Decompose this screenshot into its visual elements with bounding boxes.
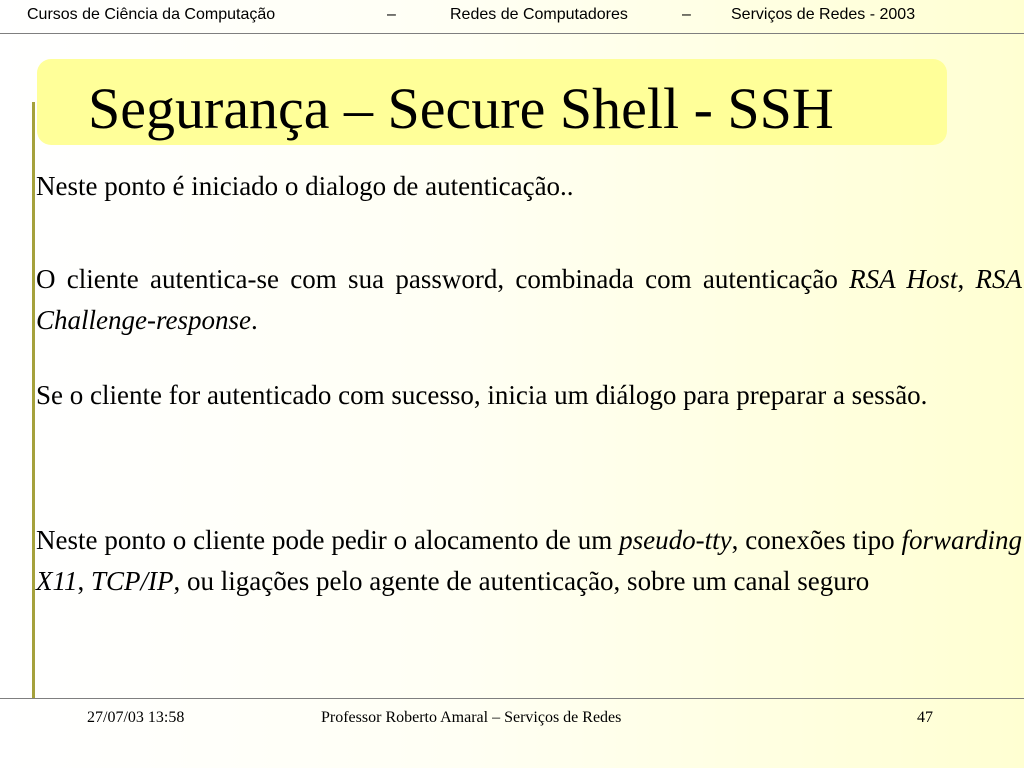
header-subject: Redes de Computadores bbox=[450, 6, 628, 23]
header-divider bbox=[0, 33, 1024, 34]
paragraph-text: , ou ligações pelo agente de autenticação, sobre um canal seguro bbox=[173, 566, 870, 596]
body-paragraph bbox=[36, 259, 1022, 341]
body-paragraph bbox=[36, 375, 1022, 416]
italic-term: TCP/IP bbox=[91, 566, 174, 596]
italic-term: RSA Challenge-response bbox=[36, 264, 1022, 335]
paragraph-text: O cliente autentica-se com sua password, combinada com autenticação bbox=[36, 264, 850, 294]
header-topic: Serviços de Redes - 2003 bbox=[731, 6, 916, 23]
footer-author: Professor Roberto Amaral – Serviços de Redes bbox=[321, 709, 622, 726]
paragraph-text: Se o cliente for autenticado com sucesso, inicia um diálogo para preparar a sessão. bbox=[36, 380, 928, 410]
paragraph-text: Neste ponto é iniciado o dialogo de autenticação.. bbox=[36, 171, 574, 201]
header-separator: – bbox=[387, 6, 396, 23]
body-paragraph bbox=[36, 166, 1022, 207]
header-course: Cursos de Ciência da Computação bbox=[27, 6, 276, 23]
left-accent-rule bbox=[32, 102, 35, 698]
header-separator: – bbox=[682, 6, 691, 23]
paragraph-text: , conexões tipo bbox=[731, 525, 902, 555]
paragraph-text: . bbox=[250, 305, 258, 335]
paragraph-text: Neste ponto o cliente pode pedir o alocamento de um bbox=[36, 525, 620, 555]
slide-title: Segurança – Secure Shell - SSH bbox=[88, 76, 834, 141]
footer-divider bbox=[0, 698, 1024, 699]
slide-header bbox=[0, 0, 1024, 32]
italic-term: RSA Host bbox=[849, 264, 958, 294]
body-paragraph bbox=[36, 520, 1022, 602]
paragraph-text: , bbox=[77, 566, 91, 596]
italic-term: forwarding X11 bbox=[36, 525, 1022, 596]
paragraph-text: , bbox=[957, 264, 976, 294]
page-number: 47 bbox=[917, 709, 933, 726]
italic-term: pseudo-tty bbox=[619, 525, 732, 555]
footer-datetime: 27/07/03 13:58 bbox=[87, 709, 185, 726]
